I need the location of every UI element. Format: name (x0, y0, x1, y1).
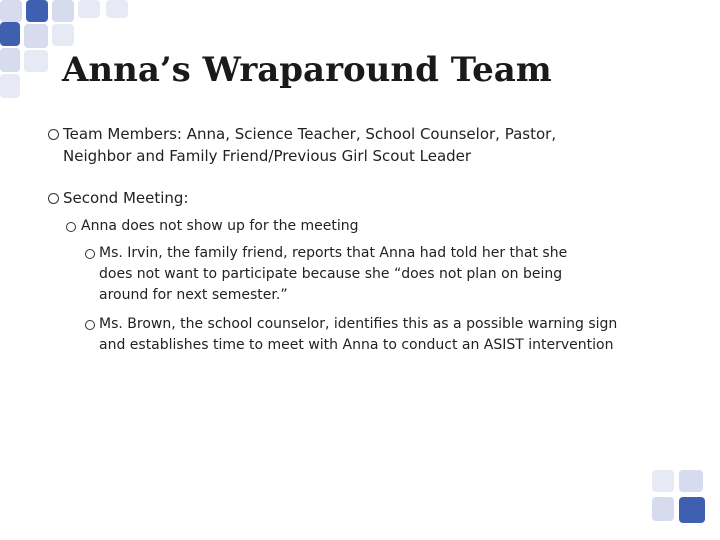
decor-square (652, 497, 674, 521)
bullet-marker-icon (66, 222, 76, 232)
bullet-second-meeting: Second Meeting: (63, 189, 189, 207)
bullet-marker-icon (48, 193, 59, 204)
decor-square (24, 50, 48, 72)
decor-square (0, 74, 20, 98)
bullet-team-members: Team Members: Anna, Science Teacher, School Counselor, Pastor, Neighbor and Family Friend/Previous Girl Scout Leader (63, 125, 557, 165)
decor-square (106, 0, 128, 18)
decor-square (0, 0, 22, 22)
decor-square (652, 470, 674, 492)
decor-square (0, 22, 20, 46)
decor-square (26, 0, 48, 22)
bullet-marker-icon (85, 249, 95, 259)
decor-square (679, 497, 705, 523)
decor-square (679, 470, 703, 492)
decor-square (0, 48, 20, 72)
sub-sub-bullet-ms-irvin: Ms. Irvin, the family friend, reports that Anna had told her that she does not want to participate because she “does not plan on being around for next semester.” (99, 245, 568, 303)
bullet-marker-icon (48, 129, 59, 140)
decor-square (78, 0, 100, 18)
decor-square (52, 24, 74, 46)
decor-square (24, 24, 48, 48)
bullet-marker-icon (85, 320, 95, 330)
sub-bullet-anna-absent: Anna does not show up for the meeting (81, 218, 359, 234)
sub-sub-bullet-ms-brown: Ms. Brown, the school counselor, identifies this as a possible warning sign and establishes time to meet with Anna to conduct an ASIST intervention (99, 316, 618, 353)
decor-square (52, 0, 74, 22)
slide-title: Anna’s Wraparound Team (62, 50, 552, 90)
